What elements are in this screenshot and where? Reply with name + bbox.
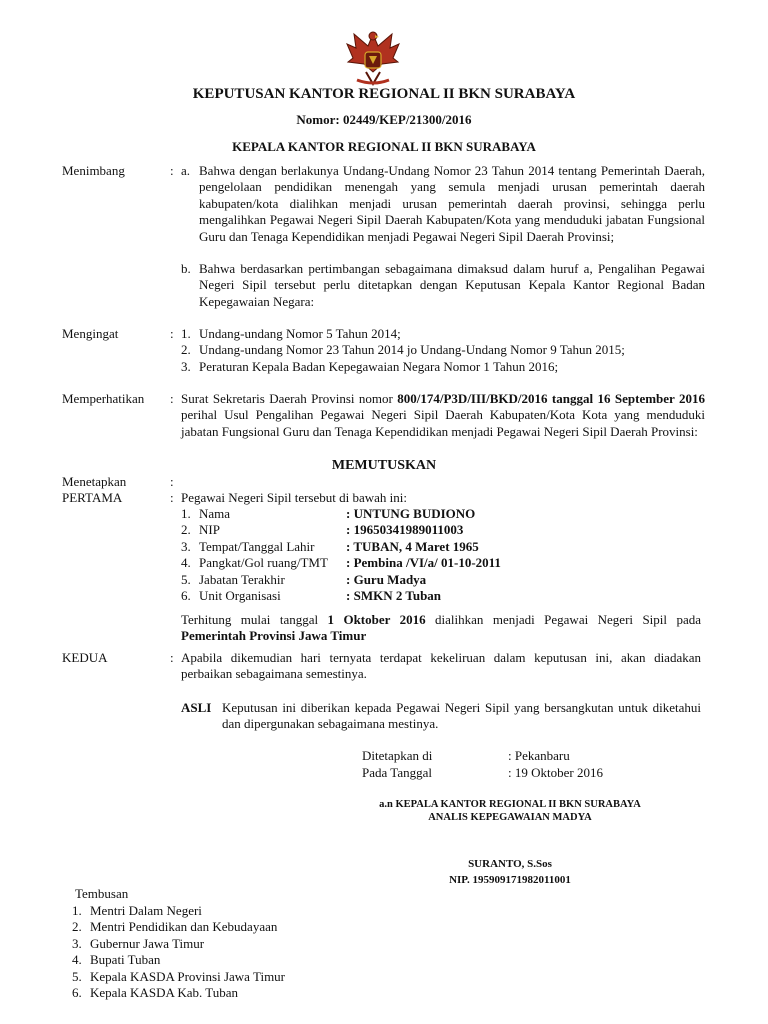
list-item: 1. Undang-undang Nomor 5 Tahun 2014; (181, 326, 401, 341)
issued-date-value: : 19 Oktober 2016 (508, 765, 603, 780)
issuer-title: KEPALA KANTOR REGIONAL II BKN SURABAYA (232, 139, 536, 154)
mengingat-colon: : (170, 326, 174, 341)
signature-name: SURANTO, S.Sos (468, 858, 552, 870)
menimbang-b-marker: b. (181, 261, 191, 276)
effective-date-text: Terhitung mulai tanggal 1 Oktober 2016 dialihkan menjadi Pegawai Negeri Sipil pada Pemerintah Provinsi Jawa Timur (181, 612, 701, 644)
list-item: 2. Undang-undang Nomor 23 Tahun 2014 jo Undang-Undang Nomor 9 Tahun 2015; (181, 342, 625, 358)
mengingat-list (181, 326, 701, 375)
pertama-intro: Pegawai Negeri Sipil tersebut di bawah ini: (181, 490, 408, 505)
issued-place-value: : Pekanbaru (508, 748, 570, 763)
list-item: 4. Bupati Tuban (72, 952, 161, 968)
mengingat-label: Mengingat (62, 326, 119, 341)
document-number: Nomor: 02449/KEP/21300/2016 (296, 112, 472, 127)
list-item: 3. Gubernur Jawa Timur (72, 935, 205, 951)
kedua-text: Apabila dikemudian hari ternyata terdapat kekeliruan dalam keputusan ini, akan diadakan perbaikan sebagaimana semestinya. (181, 650, 701, 682)
tembusan-list (72, 903, 392, 1001)
menetapkan-colon: : (170, 474, 174, 489)
menimbang-b-text: Bahwa berdasarkan pertimbangan sebagaimana dimaksud dalam huruf a, Pengalihan Pegawai Negeri Sipil tersebut perlu ditetapkan dengan Keputusan Kepala Kantor Regional Badan Kepegawaian Negara: (199, 261, 705, 309)
pertama-colon: : (170, 490, 174, 505)
kedua-colon: : (170, 650, 174, 665)
asli-text: Keputusan ini diberikan kepada Pegawai Negeri Sipil yang bersangkutan untuk diketahui dan dipergunakan sebagaimana mestinya. (222, 700, 701, 732)
menimbang-a-text: Bahwa dengan berlakunya Undang-Undang Nomor 23 Tahun 2014 tentang Pemerintah Daerah, pengelolaan pendidikan menengah yang semula menjadi urusan pemerintah daerah kabupaten/kota dialihkan menjadi urusan pemerintah daerah provinsi, sehingga perlu mengalihkan Pegawai Negeri Sipil Daerah Kabupaten/Kota yang menduduki jabatan Fungsional Guru dan Tenaga Kependidikan menjadi Pegawai Negeri Sipil Daerah Provinsi; (199, 163, 705, 244)
list-item: 2. Mentri Pendidikan dan Kebudayaan (72, 919, 278, 935)
field-row: 3. Tempat/Tanggal Lahir : TUBAN, 4 Maret 1965 (181, 538, 479, 554)
field-row: 1. Nama : UNTUNG BUDIONO (181, 506, 476, 521)
list-item: 6. Kepala KASDA Kab. Tuban (72, 984, 239, 1000)
list-item: 3. Peraturan Kepala Badan Kepegawaian Negara Nomor 1 Tahun 2016; (181, 358, 559, 374)
memperhatikan-text: Surat Sekretaris Daerah Provinsi nomor 800/174/P3D/III/BKD/2016 tanggal 16 September 2016 perihal Usul Pengalihan Pegawai Negeri Sipil Daerah Kabupaten/Kota Kota yang menduduki jabatan Fungsional Guru dan Tenaga Kependidikan menjadi Pegawai Negeri Sipil Daerah Provinsi: (181, 391, 705, 439)
menimbang-colon: : (170, 163, 174, 178)
issued-date-label: Pada Tanggal (362, 765, 432, 780)
list-item: 5. Kepala KASDA Provinsi Jawa Timur (72, 968, 286, 984)
kedua-label: KEDUA (62, 650, 108, 665)
memperhatikan-colon: : (170, 391, 174, 406)
signature-on-behalf: a.n KEPALA KANTOR REGIONAL II BKN SURABAYA (379, 799, 641, 810)
pertama-label: PERTAMA (62, 490, 123, 505)
tembusan-title: Tembusan (75, 886, 129, 901)
signature-nip: NIP. 195909171982011001 (449, 874, 571, 886)
document-title: KEPUTUSAN KANTOR REGIONAL II BKN SURABAYA (192, 86, 576, 102)
menimbang-a-marker: a. (181, 163, 191, 178)
field-row: 6. Unit Organisasi : SMKN 2 Tuban (181, 587, 442, 603)
menetapkan-label: Menetapkan (62, 474, 127, 489)
signature-position: ANALIS KEPEGAWAIAN MADYA (428, 812, 592, 823)
field-row: 5. Jabatan Terakhir : Guru Madya (181, 571, 427, 587)
list-item: 1. Mentri Dalam Negeri (72, 903, 202, 918)
asli-label: ASLI (181, 700, 212, 715)
garuda-emblem-icon (344, 28, 402, 88)
field-row: 4. Pangkat/Gol ruang/TMT : Pembina /VI/a/ 01-10-2011 (181, 555, 501, 571)
field-row: 2. NIP : 19650341989011003 (181, 522, 464, 538)
menimbang-label: Menimbang (62, 163, 125, 178)
memperhatikan-label: Memperhatikan (62, 391, 145, 406)
memutuskan-heading: MEMUTUSKAN (331, 458, 437, 473)
issued-place-label: Ditetapkan di (362, 748, 433, 763)
employee-fields (181, 506, 701, 604)
